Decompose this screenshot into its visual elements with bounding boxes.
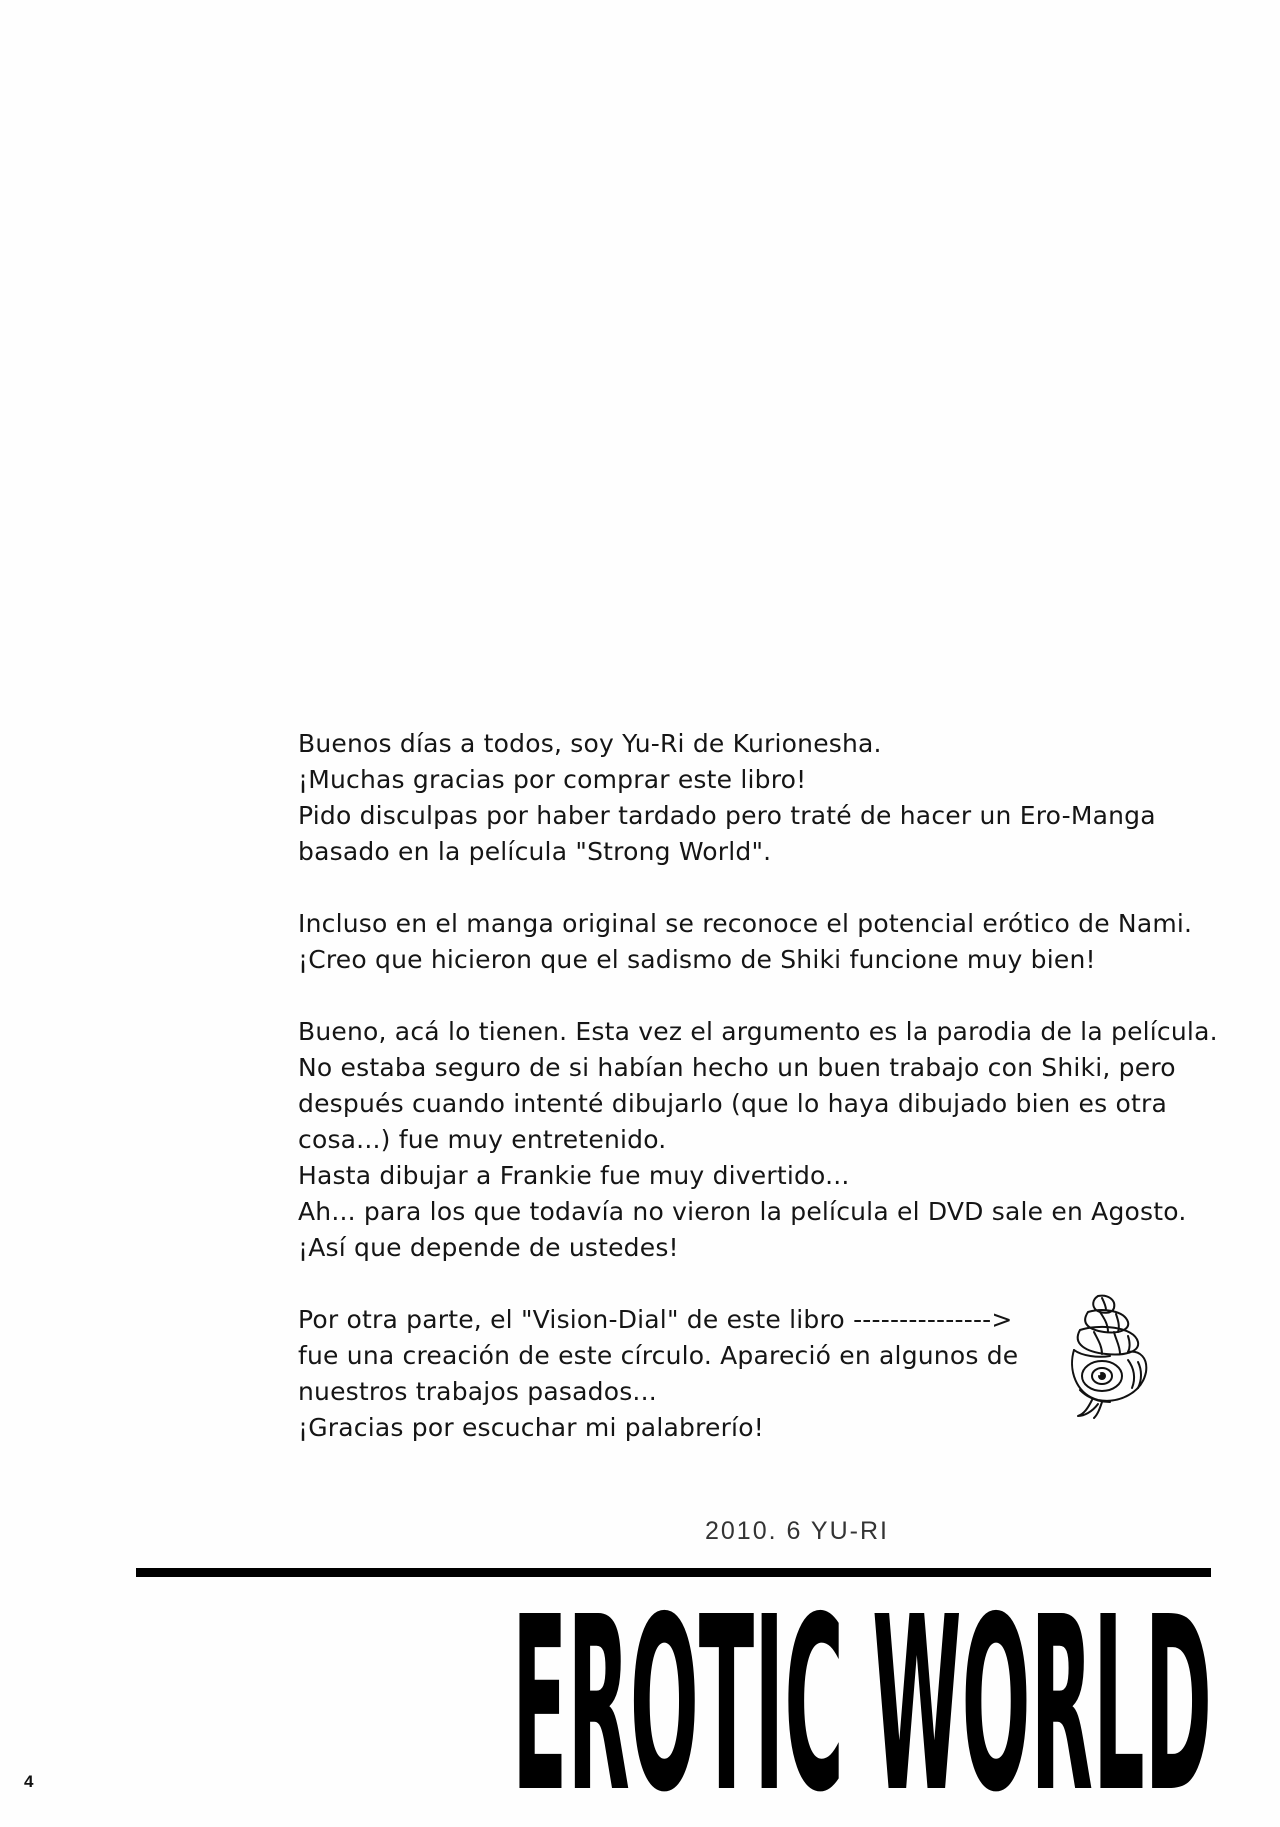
- vision-dial-shell-icon: [1058, 1290, 1152, 1420]
- afterword-line: Buenos días a todos, soy Yu-Ri de Kurionesha.: [298, 729, 882, 758]
- afterword-line: ¡Así que depende de ustedes!: [298, 1233, 679, 1262]
- title-logo: [512, 1588, 1212, 1803]
- afterword-line: fue una creación de este círculo. Apareció en algunos de: [298, 1341, 1019, 1370]
- afterword-line: Pido disculpas por haber tardado pero traté de hacer un Ero-Manga: [298, 801, 1156, 830]
- afterword-paragraph: [298, 906, 1238, 978]
- afterword-paragraph: [298, 1014, 1238, 1266]
- afterword-line: Hasta dibujar a Frankie fue muy divertido...: [298, 1161, 850, 1190]
- afterword-line: Incluso en el manga original se reconoce el potencial erótico de Nami.: [298, 909, 1193, 938]
- afterword-line: Bueno, acá lo tienen. Esta vez el argumento es la parodia de la película.: [298, 1017, 1218, 1046]
- afterword-line: después cuando intenté dibujarlo (que lo haya dibujado bien es otra: [298, 1089, 1167, 1118]
- afterword-line: ¡Creo que hicieron que el sadismo de Shiki funcione muy bien!: [298, 945, 1096, 974]
- afterword-line: cosa...) fue muy entretenido.: [298, 1125, 667, 1154]
- afterword-line: No estaba seguro de si habían hecho un buen trabajo con Shiki, pero: [298, 1053, 1176, 1082]
- afterword-line: basado en la película "Strong World".: [298, 837, 772, 866]
- afterword-line: Ah... para los que todavía no vieron la película el DVD sale en Agosto.: [298, 1197, 1187, 1226]
- afterword-line: ¡Gracias por escuchar mi palabrerío!: [298, 1413, 764, 1442]
- afterword-line: nuestros trabajos pasados...: [298, 1377, 657, 1406]
- afterword-line: Por otra parte, el "Vision-Dial" de este libro --------------->: [298, 1305, 1013, 1334]
- divider-rule: [136, 1568, 1211, 1577]
- afterword-line: ¡Muchas gracias por comprar este libro!: [298, 765, 807, 794]
- afterword-paragraph: [298, 726, 1238, 870]
- title-logo-text: EROTIC WORLD: [512, 1588, 1212, 1803]
- page-number: 4: [24, 1772, 34, 1791]
- signature-date: 2010. 6 YU-RI: [705, 1517, 889, 1545]
